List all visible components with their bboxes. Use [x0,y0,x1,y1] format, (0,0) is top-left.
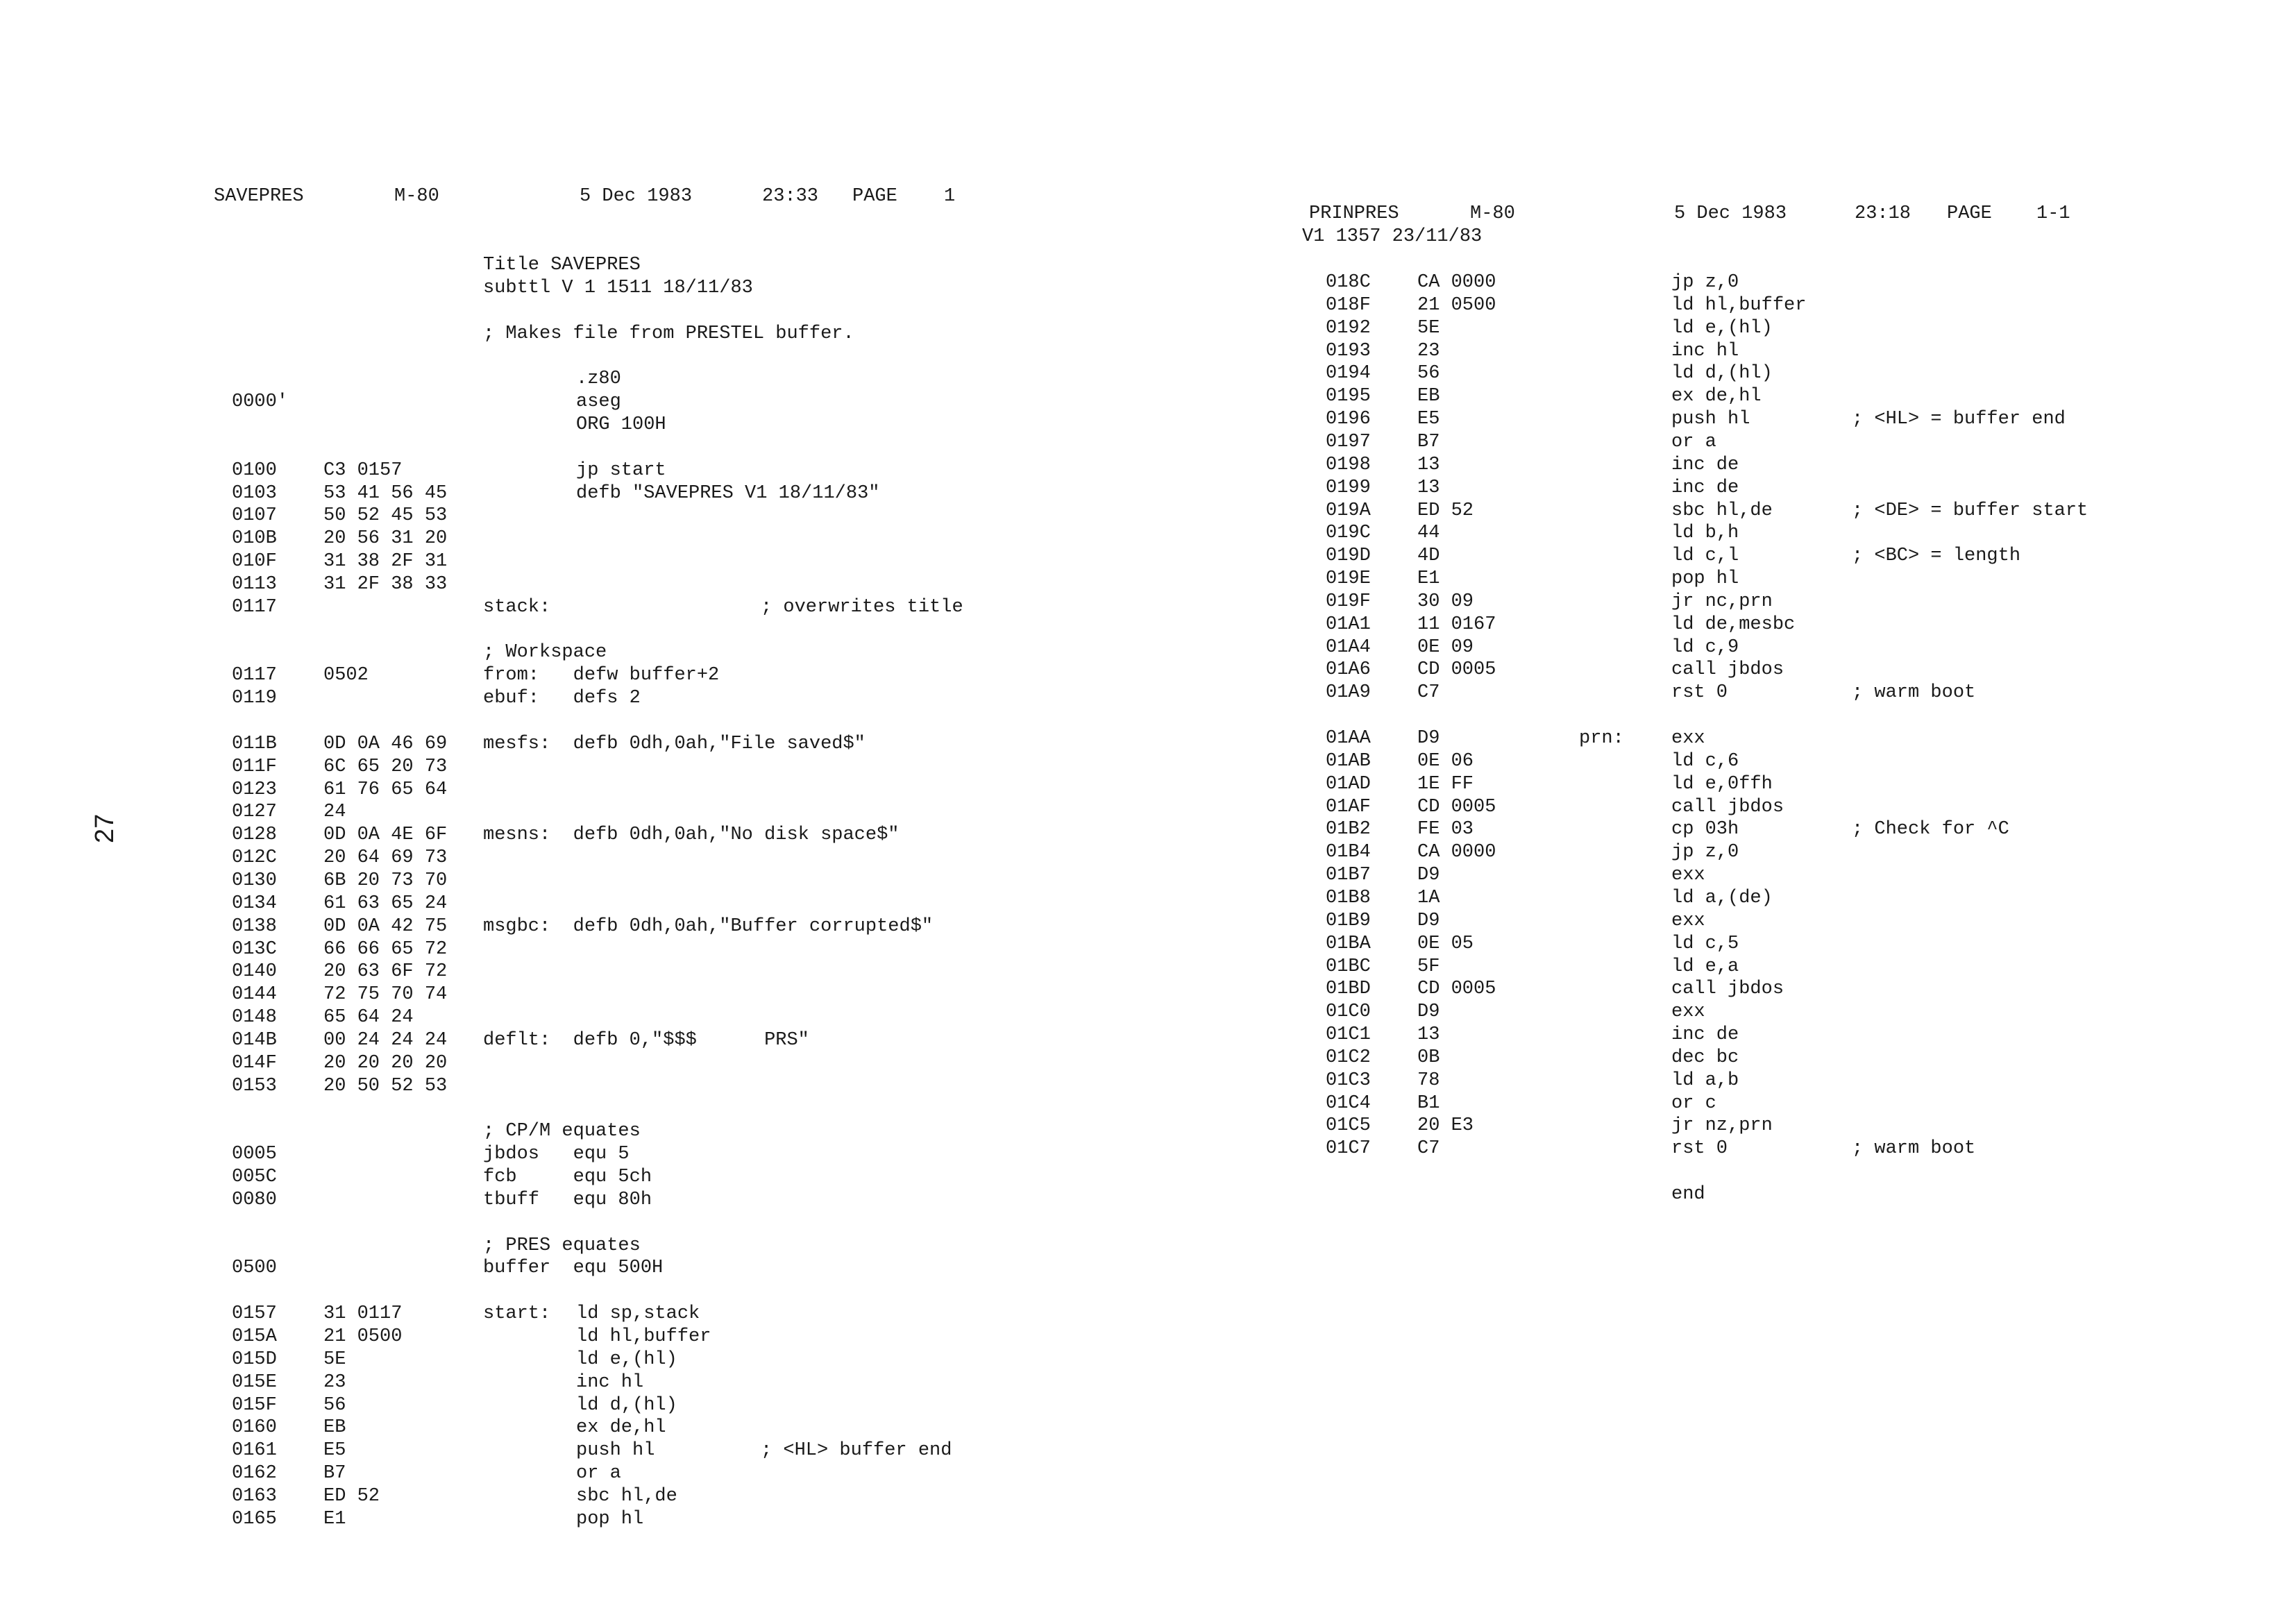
label-field: subttl V 1 1511 18/11/83 [483,277,753,298]
instruction: aseg [576,391,621,413]
instruction: inc de [1671,477,1739,498]
object-code: E1 [1417,568,1440,590]
object-code: 0D 0A 42 75 [323,915,448,937]
object-code: D9 [1417,1001,1440,1023]
instruction: ld a,b [1671,1069,1739,1091]
instruction: .z80 [576,369,621,390]
label-field: fcb equ 5ch [483,1167,652,1187]
address: 0134 [232,893,277,914]
listing-date: 5 Dec 1983 [1674,203,1787,224]
address: 01C7 [1326,1138,1371,1160]
object-code: 0502 [323,665,369,686]
address: 0117 [232,665,277,686]
object-code: 61 63 65 24 [323,893,448,914]
address: 0193 [1326,340,1371,362]
instruction: ld a,(de) [1671,887,1773,908]
address: 01B4 [1326,842,1371,863]
address: 01AA [1326,728,1371,749]
comment: ; Check for ^C [1852,819,2009,840]
object-code: 30 09 [1417,591,1474,612]
address: 01C4 [1326,1092,1371,1114]
comment: ; <HL> = buffer end [1852,409,2066,430]
instruction: call jbdos [1671,796,1784,818]
address: 01A6 [1326,659,1371,681]
object-code: 20 E3 [1417,1115,1474,1137]
instruction: jr nc,prn [1671,591,1773,612]
instruction: rst 0 [1671,682,1728,704]
page-label: PAGE [852,186,897,207]
object-code: 61 76 65 64 [323,779,448,800]
address: 015E [232,1371,277,1393]
address: 014B [232,1029,277,1051]
version-text: V1 1357 23/11/83 [1302,226,1483,247]
object-code: 53 41 56 45 [323,482,448,504]
instruction: ld sp,stack [576,1303,700,1325]
object-code: EB [1417,386,1440,407]
instruction: sbc hl,de [576,1485,677,1507]
address: 0161 [232,1440,277,1462]
address: 0196 [1326,409,1371,430]
object-code: 23 [1417,340,1440,362]
address: 01B9 [1326,910,1371,931]
object-code: 50 52 45 53 [323,505,448,527]
object-code: 65 64 24 [323,1007,414,1029]
object-code: 23 [323,1371,346,1393]
address: 01C3 [1326,1069,1371,1091]
address: 0119 [232,688,277,709]
page-no: 1 [944,186,956,207]
object-code: CD 0005 [1417,979,1496,1000]
instruction: ld c,5 [1671,933,1739,954]
instruction: ld e,(hl) [576,1348,677,1370]
object-code: C7 [1417,682,1440,704]
instruction: ld e,0ffh [1671,773,1773,795]
address: 014F [232,1052,277,1074]
object-code: 56 [323,1394,346,1416]
object-code: 0E 05 [1417,933,1474,954]
instruction: defb "SAVEPRES V1 18/11/83" [576,482,880,504]
comment: ; <HL> buffer end [761,1440,952,1462]
object-code: 11 0167 [1417,614,1496,635]
label-field: start: [483,1303,551,1325]
program-name: SAVEPRES [214,186,304,207]
instruction: or c [1671,1092,1716,1114]
object-code: 20 20 20 20 [323,1052,448,1074]
address: 01B2 [1326,819,1371,840]
object-code: EB [323,1417,346,1439]
address: 0500 [232,1258,277,1279]
instruction: call jbdos [1671,979,1784,1000]
address: 0107 [232,505,277,527]
object-code: 66 66 65 72 [323,938,448,960]
instruction: inc hl [576,1371,644,1393]
object-code: 0B [1417,1047,1440,1068]
address: 01C1 [1326,1024,1371,1046]
address: 01B8 [1326,887,1371,908]
object-code: 5E [1417,317,1440,339]
object-code: 21 0500 [323,1326,403,1347]
instruction: ex de,hl [1671,386,1762,407]
label-field: msgbc: defb 0dh,0ah,"Buffer corrupted$" [483,915,934,937]
address: 01A1 [1326,614,1371,635]
instruction: inc hl [1671,340,1739,362]
address: 0160 [232,1417,277,1439]
instruction: jp z,0 [1671,842,1739,863]
page-number: 27 [90,813,119,843]
instruction: ORG 100H [576,414,666,435]
object-code: 13 [1417,1024,1440,1046]
comment: ; <DE> = buffer start [1852,500,2088,521]
object-code: E5 [1417,409,1440,430]
object-code: 13 [1417,477,1440,498]
instruction: exx [1671,1001,1705,1023]
instruction: jp z,0 [1671,272,1739,293]
address: 015D [232,1348,277,1370]
page-label: PAGE [1947,203,1992,224]
object-code: B1 [1417,1092,1440,1114]
address: 0100 [232,459,277,481]
instruction: jp start [576,459,666,481]
object-code: 78 [1417,1069,1440,1091]
instruction: dec bc [1671,1047,1739,1068]
object-code: E5 [323,1440,346,1462]
address: 0148 [232,1007,277,1029]
object-code: 0D 0A 46 69 [323,733,448,754]
address: 0140 [232,961,277,983]
address: 010B [232,528,277,550]
address: 0128 [232,824,277,846]
address: 01AF [1326,796,1371,818]
address: 019D [1326,545,1371,567]
object-code: 31 0117 [323,1303,403,1325]
object-code: 13 [1417,454,1440,475]
address: 0162 [232,1463,277,1485]
instruction: end [1671,1184,1705,1205]
instruction: ld e,(hl) [1671,317,1773,339]
address: 0194 [1326,363,1371,384]
address: 0197 [1326,431,1371,452]
instruction: rst 0 [1671,1138,1728,1160]
object-code: 24 [323,802,346,823]
address: 018F [1326,294,1371,316]
object-code: FE 03 [1417,819,1474,840]
address: 01BC [1326,956,1371,977]
object-code: 20 50 52 53 [323,1075,448,1097]
listing-time: 23:33 [762,186,819,207]
object-code: 20 64 69 73 [323,847,448,869]
label-field: ebuf: defs 2 [483,688,641,709]
address: 0165 [232,1508,277,1530]
object-code: 5E [323,1348,346,1370]
comment: ; warm boot [1852,682,1976,704]
instruction: or a [576,1463,621,1485]
address: 019A [1326,500,1371,521]
instruction: inc de [1671,454,1739,475]
object-code: 1A [1417,887,1440,908]
page-no: 1-1 [2036,203,2070,224]
address: 005C [232,1167,277,1187]
label-field: ; PRES equates [483,1235,641,1256]
label-field: Title SAVEPRES [483,255,641,276]
address: 019E [1326,568,1371,590]
comment: ; <BC> = length [1852,545,2021,567]
address: 0192 [1326,317,1371,339]
instruction: push hl [1671,409,1750,430]
label-field: buffer equ 500H [483,1258,664,1279]
object-code: 56 [1417,363,1440,384]
object-code: 20 63 6F 72 [323,961,448,983]
label-field: mesfs: defb 0dh,0ah,"File saved$" [483,733,866,754]
assembler-name: M-80 [1470,203,1515,224]
object-code: 21 0500 [1417,294,1496,316]
address: 0123 [232,779,277,800]
object-code: D9 [1417,728,1440,749]
address: 0103 [232,482,277,504]
instruction: call jbdos [1671,659,1784,681]
label-field: ; Makes file from PRESTEL buffer. [483,323,854,344]
object-code: 00 24 24 24 [323,1029,448,1051]
object-code: D9 [1417,910,1440,931]
address: 0005 [232,1144,277,1165]
instruction: ld e,a [1671,956,1739,977]
object-code: E1 [323,1508,346,1530]
instruction: exx [1671,910,1705,931]
address: 011F [232,756,277,777]
label-field: mesns: defb 0dh,0ah,"No disk space$" [483,824,900,846]
address: 0153 [232,1075,277,1097]
object-code: C3 0157 [323,459,403,481]
instruction: pop hl [576,1508,644,1530]
label-field: jbdos equ 5 [483,1144,630,1165]
instruction: ld c,9 [1671,636,1739,658]
address: 019C [1326,523,1371,544]
instruction: ld hl,buffer [576,1326,711,1347]
address: 01AD [1326,773,1371,795]
address: 0080 [232,1189,277,1210]
label-field: ; CP/M equates [483,1121,641,1142]
label-field: prn: [1579,728,1624,749]
comment: ; overwrites title [761,596,963,618]
address: 0163 [232,1485,277,1507]
listing-time: 23:18 [1855,203,1911,224]
object-code: B7 [323,1463,346,1485]
instruction: ld b,h [1671,523,1739,544]
object-code: ED 52 [323,1485,380,1507]
instruction: ld d,(hl) [576,1394,677,1416]
instruction: exx [1671,728,1705,749]
object-code: B7 [1417,431,1440,452]
address: 0117 [232,596,277,618]
object-code: C7 [1417,1138,1440,1160]
object-code: CD 0005 [1417,796,1496,818]
address: 0157 [232,1303,277,1325]
comment: ; warm boot [1852,1138,1976,1160]
object-code: 6B 20 73 70 [323,870,448,891]
instruction: ld de,mesbc [1671,614,1796,635]
object-code: D9 [1417,865,1440,886]
address: 012C [232,847,277,869]
address: 015F [232,1394,277,1416]
label-field: ; Workspace [483,642,607,663]
address: 01AB [1326,750,1371,772]
object-code: 72 75 70 74 [323,984,448,1006]
label-field: deflt: defb 0,"$$$ PRS" [483,1029,809,1051]
address: 0199 [1326,477,1371,498]
label-field: tbuff equ 80h [483,1189,652,1210]
program-name: PRINPRES [1309,203,1399,224]
instruction: ex de,hl [576,1417,666,1439]
address: 0144 [232,984,277,1006]
address: 0195 [1326,386,1371,407]
address: 019F [1326,591,1371,612]
address: 01A9 [1326,682,1371,704]
object-code: CA 0000 [1417,842,1496,863]
assembler-name: M-80 [394,186,439,207]
instruction: cp 03h [1671,819,1739,840]
address: 0000' [232,391,289,413]
address: 01A4 [1326,636,1371,658]
address: 015A [232,1326,277,1347]
address: 013C [232,938,277,960]
object-code: 5F [1417,956,1440,977]
instruction: ld c,6 [1671,750,1739,772]
instruction: inc de [1671,1024,1739,1046]
object-code: 31 2F 38 33 [323,573,448,595]
address: 011B [232,733,277,754]
address: 018C [1326,272,1371,293]
address: 0198 [1326,454,1371,475]
address: 01C5 [1326,1115,1371,1137]
instruction: or a [1671,431,1716,452]
instruction: ld hl,buffer [1671,294,1807,316]
object-code: CD 0005 [1417,659,1496,681]
object-code: 0E 09 [1417,636,1474,658]
listing-date: 5 Dec 1983 [580,186,693,207]
object-code: 0D 0A 4E 6F [323,824,448,846]
address: 0130 [232,870,277,891]
instruction: ld c,l [1671,545,1739,567]
address: 0138 [232,915,277,937]
object-code: 1E FF [1417,773,1474,795]
address: 01BD [1326,979,1371,1000]
object-code: 0E 06 [1417,750,1474,772]
object-code: 31 38 2F 31 [323,551,448,573]
instruction: jr nz,prn [1671,1115,1773,1137]
object-code: ED 52 [1417,500,1474,521]
address: 0127 [232,802,277,823]
address: 010F [232,551,277,573]
instruction: pop hl [1671,568,1739,590]
address: 01C0 [1326,1001,1371,1023]
object-code: 4D [1417,545,1440,567]
address: 01BA [1326,933,1371,954]
label-field: from: defw buffer+2 [483,665,720,686]
address: 01B7 [1326,865,1371,886]
object-code: 44 [1417,523,1440,544]
address: 0113 [232,573,277,595]
instruction: sbc hl,de [1671,500,1773,521]
address: 01C2 [1326,1047,1371,1068]
object-code: 6C 65 20 73 [323,756,448,777]
instruction: ld d,(hl) [1671,363,1773,384]
label-field: stack: [483,596,551,618]
object-code: CA 0000 [1417,272,1496,293]
instruction: exx [1671,865,1705,886]
instruction: push hl [576,1440,655,1462]
object-code: 20 56 31 20 [323,528,448,550]
